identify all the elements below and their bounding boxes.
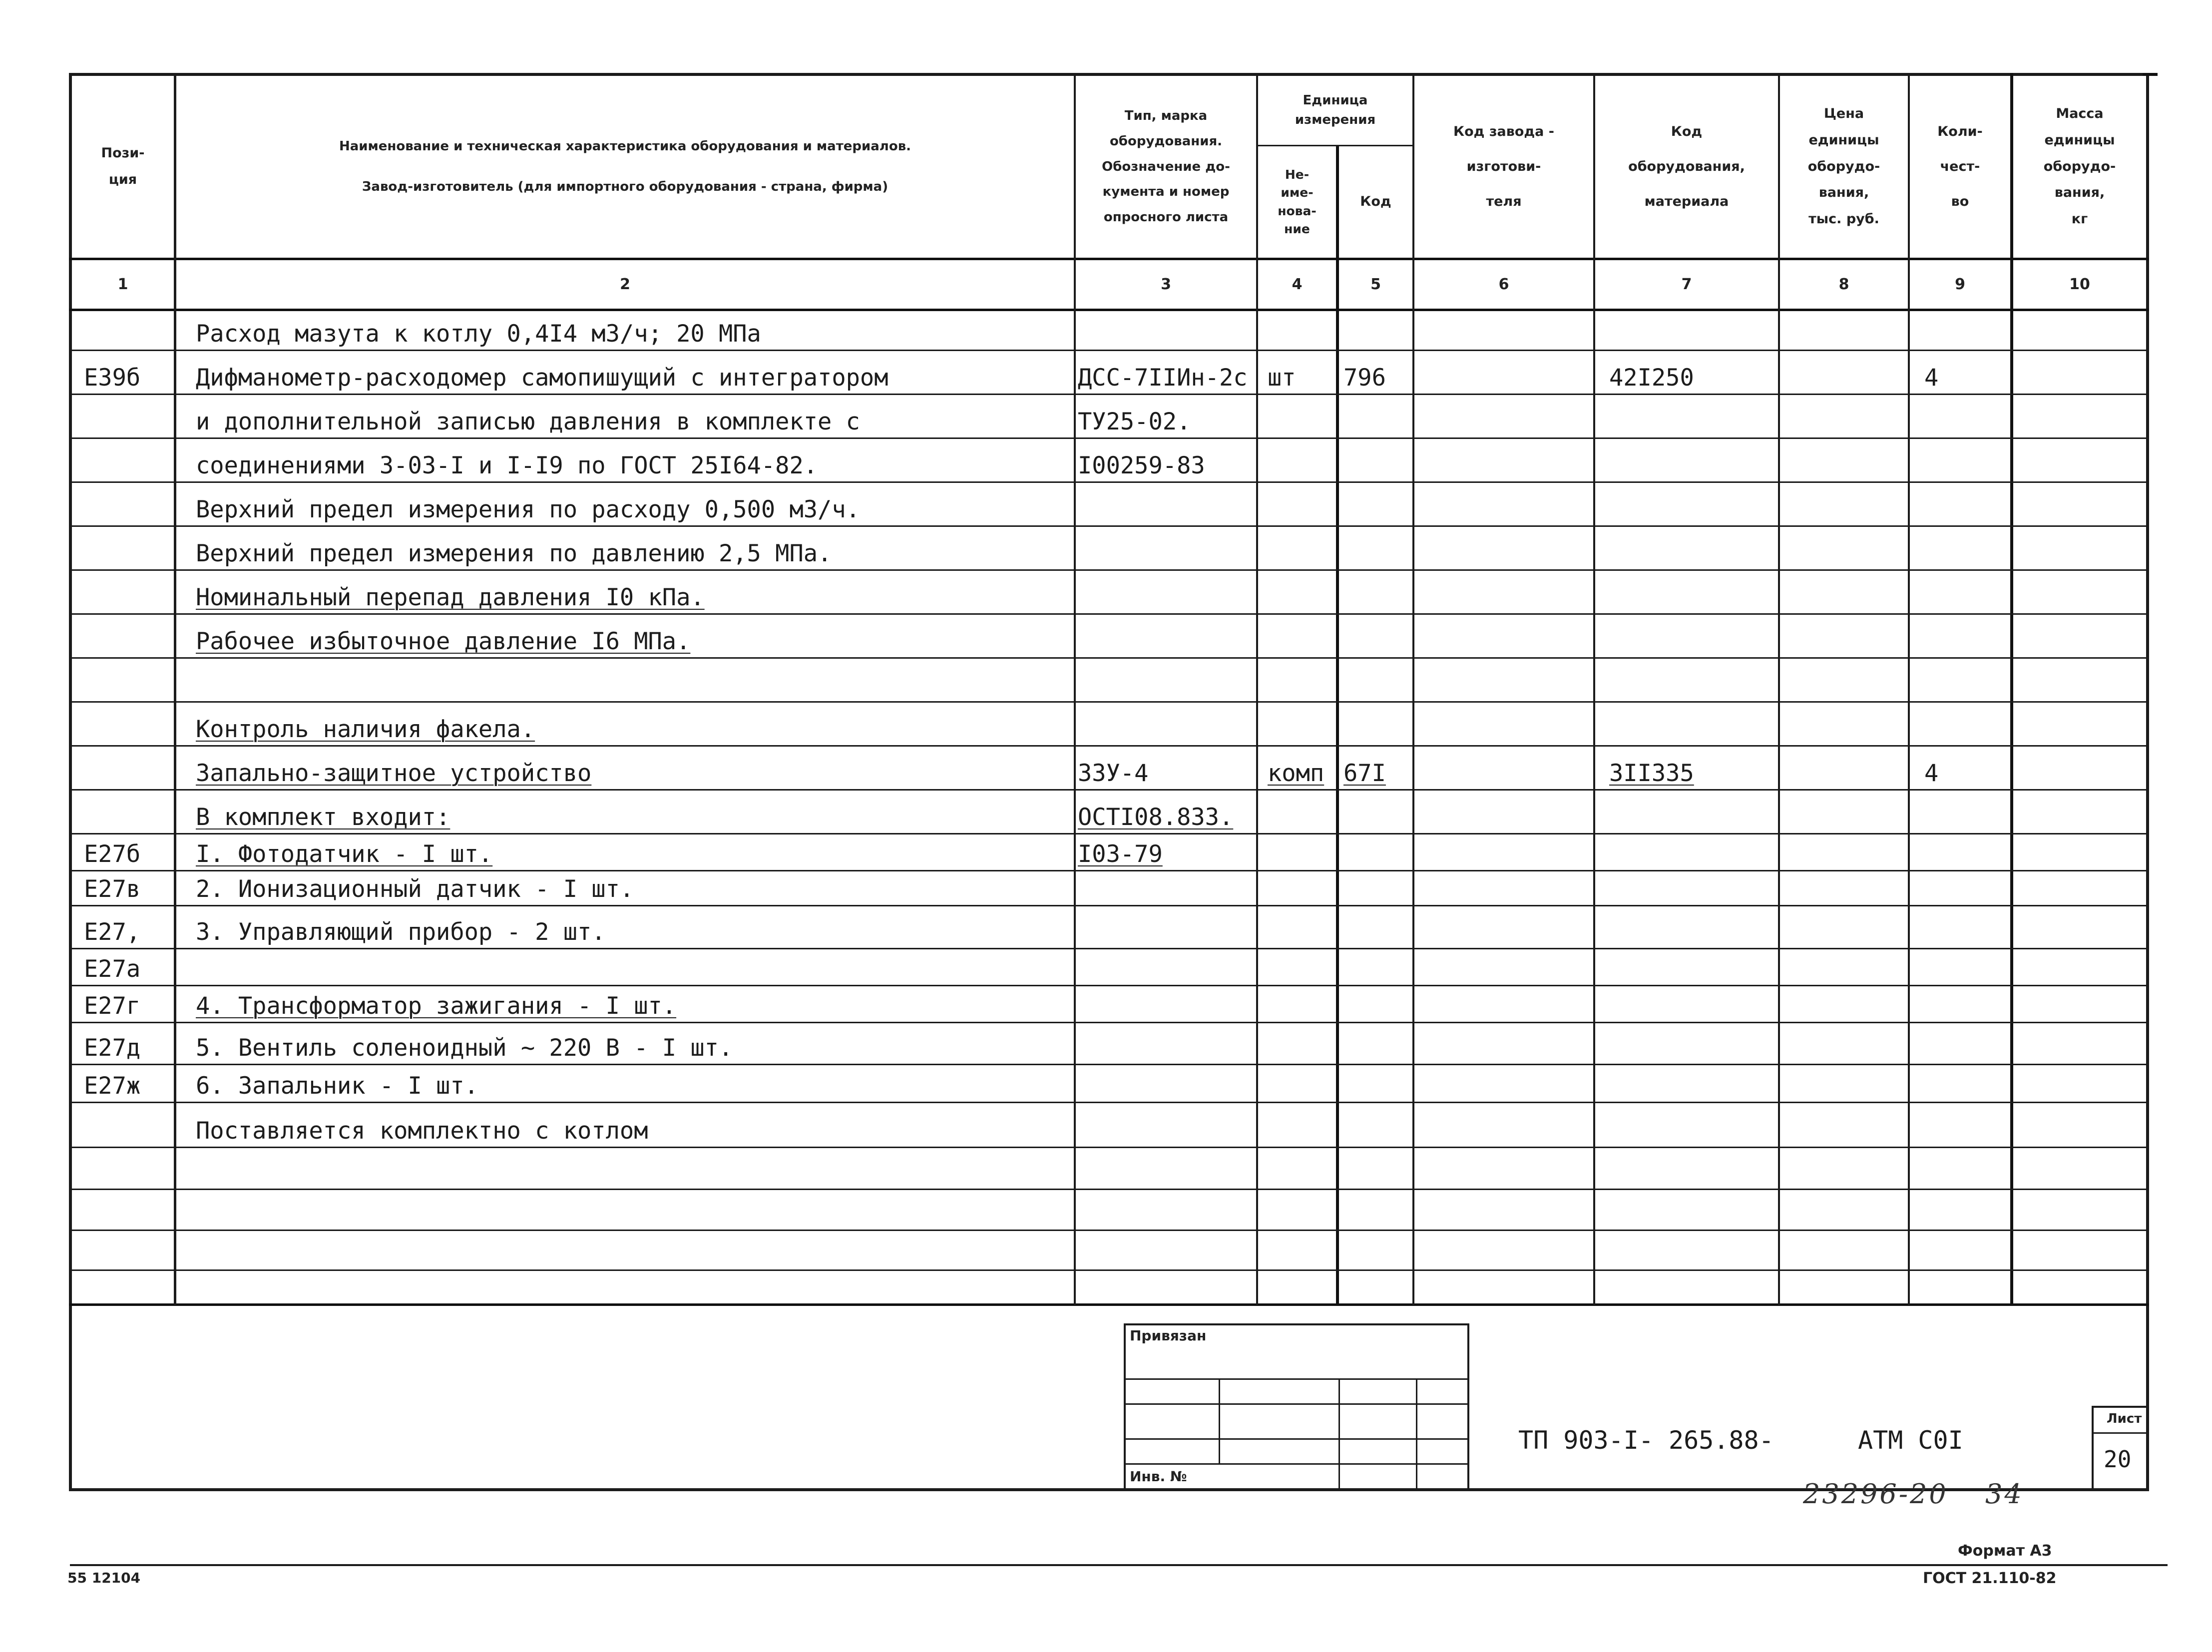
name-cell: и дополнительной записью давления в комплекте с — [196, 408, 860, 435]
row-line — [69, 1064, 2149, 1065]
handwritten-archive-number: 23296-20 — [1803, 1478, 1948, 1510]
position-cell: Е39б — [84, 364, 141, 392]
position-cell: Е27д — [84, 1034, 141, 1062]
header-unit-code: Код — [1360, 194, 1391, 210]
name-cell: Номинальный перепад давления I0 кПа. — [196, 584, 705, 611]
stamp-line-4 — [1124, 1463, 1469, 1465]
row-line — [69, 1269, 2149, 1271]
name-cell: 4. Трансформатор зажигания - I шт. — [196, 992, 677, 1020]
row-line — [69, 1147, 2149, 1148]
sheet-number-divider — [2092, 1432, 2149, 1434]
header-unit: Единица измерения — [1295, 93, 1376, 127]
stamp-line-1 — [1124, 1378, 1469, 1380]
name-cell: Расход мазута к котлу 0,4I4 м3/ч; 20 МПа — [196, 320, 761, 348]
position-cell: Е27, — [84, 918, 141, 946]
row-line — [69, 1189, 2149, 1190]
column-number-2: 2 — [620, 276, 630, 293]
name-cell: Запально-защитное устройство — [196, 760, 592, 787]
column-number-6: 6 — [1498, 276, 1509, 293]
column-number-3: 3 — [1161, 276, 1171, 293]
equipment-code-cell: 42I250 — [1609, 364, 1694, 392]
format-label: Формат А3 — [1958, 1542, 2052, 1560]
name-cell: 6. Запальник - I шт. — [196, 1072, 478, 1100]
name-cell: Контроль наличия факела. — [196, 716, 535, 743]
header-unit-name: Не- име- нова- ние — [1278, 167, 1317, 236]
quantity-cell: 4 — [1924, 760, 1939, 787]
name-cell: Поставляется комплектно с котлом — [196, 1117, 648, 1145]
name-cell: соединениями 3-03-I и I-I9 по ГОСТ 25I64-82. — [196, 452, 818, 479]
stamp-vline-3 — [1416, 1378, 1417, 1491]
header-position: Пози- ция — [101, 145, 145, 187]
column-number-10: 10 — [2069, 276, 2090, 293]
row-line — [69, 613, 2149, 615]
row-line — [69, 1022, 2149, 1023]
sheet-number: 20 — [2104, 1446, 2132, 1473]
document-code: ТП 903-I- 265.88- — [1518, 1426, 1774, 1455]
row-line — [69, 789, 2149, 791]
name-cell: 5. Вентиль соленоидный ~ 220 В - I шт. — [196, 1034, 733, 1062]
col-line-7 — [1778, 73, 1780, 1305]
row-line — [69, 481, 2149, 483]
row-line — [69, 833, 2149, 834]
column-number-9: 9 — [1955, 276, 1965, 293]
row-line — [69, 394, 2149, 395]
type-cell: ЗЗУ-4 — [1078, 760, 1149, 787]
gost-label: ГОСТ 21.110-82 — [1923, 1570, 2057, 1587]
position-cell: Е27в — [84, 875, 141, 903]
header-name: Наименование и техническая характеристика оборудования и материалов. Завод-изготовитель (для импортного оборудования - страна, фирма) — [339, 139, 911, 194]
unit-name-cell: комп — [1268, 760, 1325, 787]
col-line-1 — [174, 73, 176, 1305]
stamp-vline-2 — [1338, 1378, 1340, 1491]
stamp-inv-label: Инв. № — [1130, 1468, 1187, 1485]
column-number-5: 5 — [1370, 276, 1381, 293]
type-cell: I03-79 — [1078, 840, 1163, 868]
header-quantity: Коли- чест- во — [1937, 123, 1983, 210]
column-numbers-bottom-line — [69, 309, 2149, 311]
row-line — [69, 985, 2149, 986]
row-line — [69, 437, 2149, 439]
col-line-5 — [1412, 73, 1414, 1305]
quantity-cell: 4 — [1924, 364, 1939, 392]
sheet-label: Лист — [2107, 1411, 2142, 1426]
name-cell: Рабочее избыточное давление I6 МПа. — [196, 628, 691, 655]
row-line — [69, 525, 2149, 527]
row-line — [69, 948, 2149, 949]
name-cell: I. Фотодатчик - I шт. — [196, 840, 493, 868]
position-cell: Е27а — [84, 955, 141, 983]
stamp-line-2 — [1124, 1403, 1469, 1405]
column-number-1: 1 — [117, 276, 128, 293]
position-cell: Е27г — [84, 992, 141, 1020]
stamp-vline-1 — [1219, 1378, 1220, 1463]
name-cell: 2. Ионизационный датчик - I шт. — [196, 875, 634, 903]
header-mass: Масса единицы оборудо- вания, кг — [2043, 106, 2116, 227]
position-cell: Е27б — [84, 840, 141, 868]
col-line-8 — [1908, 73, 1910, 1305]
row-line — [69, 1230, 2149, 1231]
equipment-code-cell: 3II335 — [1609, 760, 1694, 787]
row-line — [69, 350, 2149, 351]
type-cell: ОСТI08.833. — [1078, 804, 1234, 831]
header-unit-price: Цена единицы оборудо- вания, тыс. руб. — [1807, 106, 1880, 227]
column-number-8: 8 — [1838, 276, 1849, 293]
unit-code-cell: 796 — [1343, 364, 1386, 392]
type-cell: ТУ25-02. — [1078, 408, 1191, 435]
col-line-4 — [1336, 145, 1339, 1305]
col-line-9 — [2010, 73, 2013, 1305]
header-equipment-code: Код оборудования, материала — [1628, 123, 1745, 210]
unit-name-cell: шт — [1268, 364, 1296, 392]
footer-line — [70, 1564, 2168, 1566]
position-cell: Е27ж — [84, 1072, 141, 1100]
name-cell: Верхний предел измерения по расходу 0,500 м3/ч. — [196, 496, 860, 523]
stamp-bound-box — [1124, 1323, 1469, 1491]
row-line — [69, 745, 2149, 747]
row-line — [69, 569, 2149, 571]
handwritten-page-number: 34 — [1985, 1478, 2024, 1510]
unit-code-cell: 67I — [1343, 760, 1386, 787]
row-line — [69, 657, 2149, 659]
stamp-bound-label: Привязан — [1130, 1327, 1207, 1344]
name-cell: 3. Управляющий прибор - 2 шт. — [196, 918, 606, 946]
stamp-line-3 — [1124, 1438, 1469, 1440]
print-code: 55 12104 — [67, 1570, 141, 1586]
name-cell: Верхний предел измерения по давлению 2,5 МПа. — [196, 540, 832, 567]
header-type: Тип, марка оборудования. Обозначение до- кумента и номер опросного листа — [1102, 108, 1230, 225]
section-code: АТМ С0I — [1858, 1426, 1963, 1455]
body-bottom-line — [69, 1303, 2149, 1306]
col-line-2 — [1074, 73, 1076, 1305]
row-line — [69, 905, 2149, 906]
col-line-6 — [1593, 73, 1595, 1305]
row-line — [69, 870, 2149, 871]
column-number-4: 4 — [1292, 276, 1303, 293]
row-line — [69, 701, 2149, 703]
name-cell: Дифманометр-расходомер самопишущий с интегратором — [196, 364, 888, 392]
type-cell: I00259-83 — [1078, 452, 1205, 479]
type-cell: ДСС-7IIИн-2с — [1078, 364, 1248, 392]
name-cell: В комплект входит: — [196, 804, 450, 831]
row-line — [69, 1102, 2149, 1103]
column-number-7: 7 — [1681, 276, 1692, 293]
col-line-3 — [1256, 73, 1258, 1305]
header-maker-code: Код завода - изготови- теля — [1453, 123, 1554, 210]
